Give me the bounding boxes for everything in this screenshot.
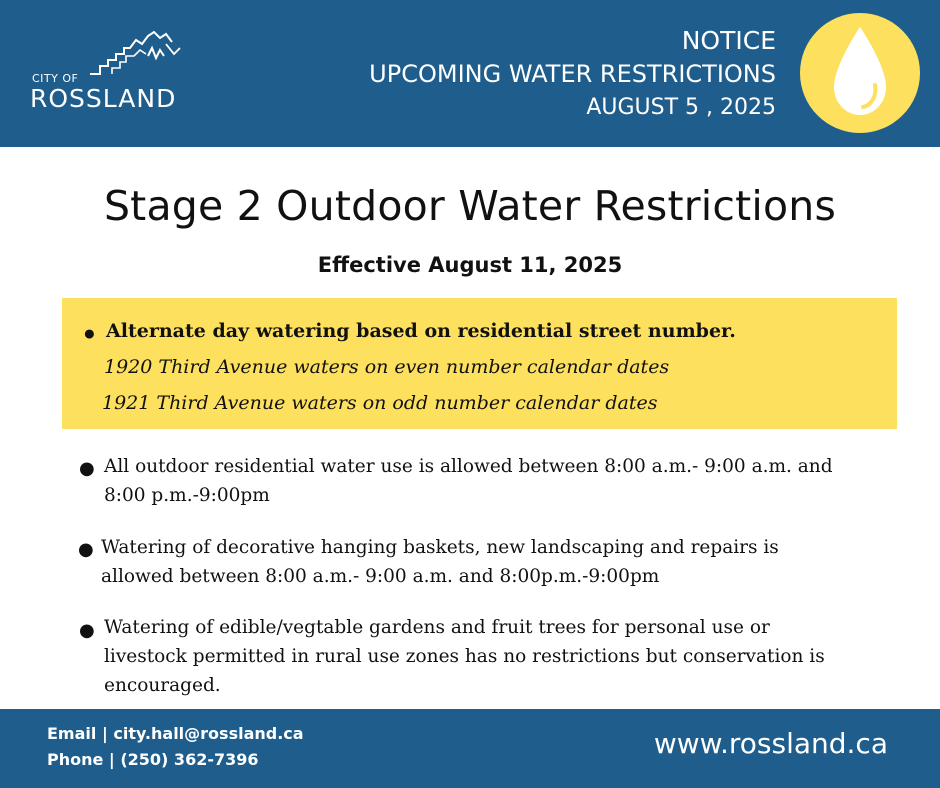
bullet-item-gardens: Watering of edible/vegtable gardens and fruit trees for personal use or livestock permitted in rural use zones has no restrictions but conservation is encouraged. <box>104 617 825 696</box>
city-logo[interactable] <box>28 28 188 118</box>
skyline-logo-icon <box>90 30 182 78</box>
bullet-item-hours: All outdoor residential water use is allowed between 8:00 a.m.- 9:00 a.m. and 8:00 p.m.-9:00pm <box>104 456 833 506</box>
highlight-box <box>62 298 897 429</box>
website-link[interactable]: www.rossland.ca <box>653 727 888 760</box>
notice-block <box>369 24 776 125</box>
header-banner <box>0 0 940 147</box>
bullet-item-baskets: Watering of decorative hanging baskets, new landscaping and repairs is allowed between 8:00 a.m.- 9:00 a.m. and 8:00p.m.-9:00pm <box>101 537 779 587</box>
footer-banner <box>0 709 940 788</box>
bullet-dot: ● <box>83 322 96 345</box>
notice-heading: NOTICE <box>681 26 776 55</box>
logo-rossland-text: ROSSLAND <box>30 84 177 113</box>
water-drop-badge <box>800 13 920 133</box>
water-drop-icon <box>830 25 890 119</box>
bullet-dot: ● <box>79 458 95 479</box>
highlight-title: Alternate day watering based on residential street number. <box>106 320 736 342</box>
phone-contact[interactable]: Phone | (250) 362-7396 <box>47 750 259 769</box>
contact-info <box>47 721 304 773</box>
highlight-odd-example: 1921 Third Avenue waters on odd number calendar dates <box>102 392 658 414</box>
effective-date: Effective August 11, 2025 <box>317 253 623 277</box>
bullet-dot: ● <box>79 620 95 641</box>
email-contact[interactable]: Email | city.hall@rossland.ca <box>47 724 304 743</box>
page-title: Stage 2 Outdoor Water Restrictions <box>103 182 837 230</box>
notice-date: AUGUST 5 , 2025 <box>586 95 776 120</box>
bullet-dot: ● <box>78 539 94 560</box>
logo-city-of-text: CITY OF <box>32 72 79 85</box>
notice-subheading: UPCOMING WATER RESTRICTIONS <box>369 60 776 88</box>
highlight-even-example: 1920 Third Avenue waters on even number calendar dates <box>104 356 670 378</box>
